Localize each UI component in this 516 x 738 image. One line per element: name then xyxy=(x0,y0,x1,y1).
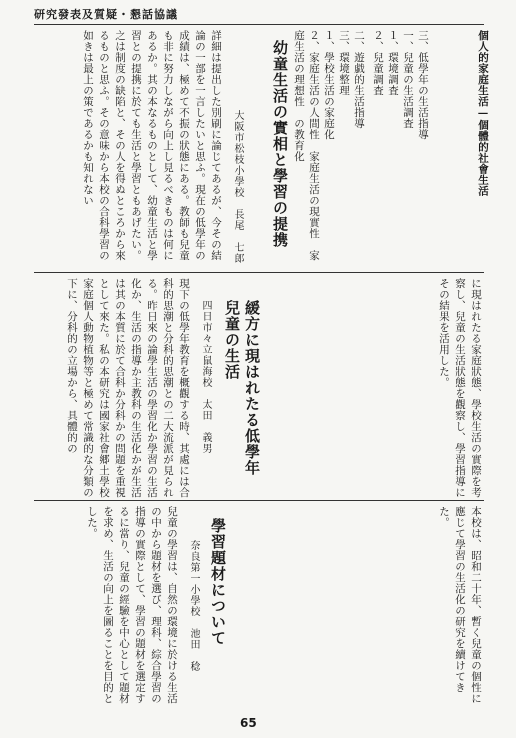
page-header: 研究發表及質疑・懇話協議 xyxy=(34,8,178,21)
page-number: 65 xyxy=(240,716,257,730)
outline-item: 二、遊戯的生活指導 xyxy=(353,30,365,129)
article2-body xyxy=(34,278,192,498)
article3-byline: 奈良第一小學校 池田 稔 xyxy=(188,540,199,672)
article3-body-right xyxy=(232,506,484,711)
outline-item: １、學校生活の家庭化 xyxy=(323,30,335,140)
outline-item: １、環境調査 xyxy=(387,30,399,96)
outline-items xyxy=(366,30,430,266)
outline-item: ２、兒童調査 xyxy=(372,30,384,96)
outline-item: 三、低學年の生活指導 xyxy=(417,30,429,140)
article2-title: 緩方に現はれたる低學年兒童の生活 xyxy=(223,300,261,476)
article1-body xyxy=(34,30,224,270)
article1-title: 幼童生活の實相と學習の提携 xyxy=(271,40,289,248)
article1-byline: 大阪市松枝小學校 長尾 七郎 xyxy=(232,110,243,264)
outline-item: 一、兒童の生活調査 xyxy=(402,30,414,129)
section-rule xyxy=(34,272,484,273)
article1-paragraph: 之は制度の缺陷と、その人を得ぬところから來るものと思ふ。その意味から本校の合科學習の如きは最上の策であるかも知れない xyxy=(82,30,126,261)
article2-paragraph: 現下の低學年教育を概觀する時、其處には合科的思潮と分科的思潮との二大流派が見られる。昨日來の論學生活の學習化か學習の生活化か、生活の指導か主教科の生活化かが生活は其の本質に於て合科か分科かの問題を重視として來た。私の本研究は國家社會郷土學校家庭個人動物植物等と極めて常識的な分類の下に、分科的の立場から、具體的の xyxy=(66,278,190,498)
article3-paragraph: 本校は、昭和二十年、暫く兒童の個性に應じて學習の生活化の研究を續けてきた。 xyxy=(438,506,482,704)
header-rule xyxy=(34,24,484,25)
outline-item: 三、環境整理 xyxy=(338,30,350,96)
article2-byline: 四日市々立鼠海校 太田 義男 xyxy=(200,300,211,454)
article2-paragraph: に現はれたる家庭狀態、學校生活の實際を考察し、兒童の生活狀態を觀察し、學習指導にその結果を活用した。 xyxy=(438,278,482,498)
article1-paragraph: 詳細は提出した別刷に論じてあるが、今その結論の一部を一言したいと思ふ。現在の低學年の成績は、極めて不振の狀態にある。教師も兒童も非に努力しながら向上し見るべきものは何にあるか。其の本なるものとして、幼童生活と學習との提携に於ても生活と學習ともあげたい。 xyxy=(130,30,222,261)
outline-item: ２、家庭生活の人間性 家庭生活の現實性 家庭生活の理想性 の教育化 xyxy=(293,30,320,261)
outline-items-2 xyxy=(290,30,366,266)
outline-first: 個人的家庭生活—個體的社會生活 xyxy=(477,30,489,197)
article2-body-right xyxy=(266,278,484,498)
article3-paragraph: 兒童の學習は、自然の環境に於ける生活の中から題材を選び、理科、綜合學習の指導の實際として、學習の題材を選定するに當り、兒童の經驗を中心として題材を求め、生活の向上を圖ることを目的とした。 xyxy=(86,506,178,704)
article3-body xyxy=(34,506,180,711)
section-rule-2 xyxy=(34,500,484,501)
article3-title: 學習題材について xyxy=(209,518,227,646)
